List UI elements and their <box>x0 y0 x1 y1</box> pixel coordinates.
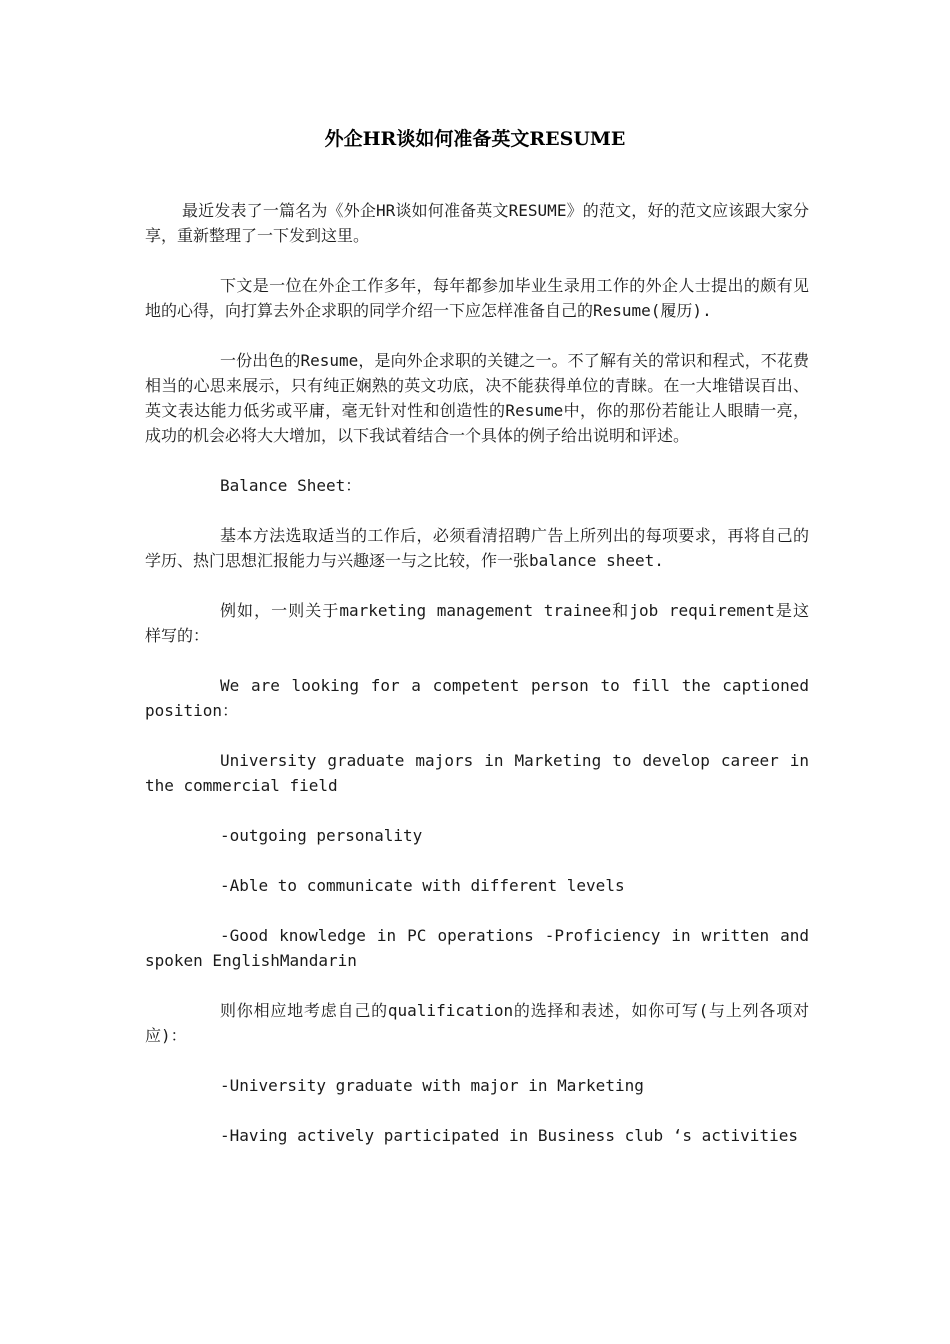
paragraph-balance-sheet-heading: Balance Sheet： <box>220 476 362 495</box>
paragraph-basic-method: 基本方法选取适当的工作后，必须看清招聘广告上所列出的每项要求，再将自己的学历、热门思想汇报能力与兴趣逐一与之比较，作一张balance sheet. <box>145 526 809 570</box>
paragraph-looking-for: We are looking for a competent person to fill the captioned position： <box>145 676 809 720</box>
paragraph-example: 例如，一则关于marketing management trainee和job requirement是这样写的： <box>145 601 809 645</box>
paragraph-intro: 最近发表了一篇名为《外企HR谈如何准备英文RESUME》的范文，好的范文应该跟大家分享，重新整理了一下发到这里。 <box>145 201 809 245</box>
paragraph-qualification-graduate: -University graduate with major in Marketing <box>220 1076 644 1095</box>
paragraph-qualification-club: -Having actively participated in Business club ‘s activities <box>220 1126 798 1145</box>
paragraph-background: 下文是一位在外企工作多年，每年都参加毕业生录用工作的外企人士提出的颇有见地的心得，向打算去外企求职的同学介绍一下应怎样准备自己的Resume(履历). <box>145 276 809 320</box>
document-body <box>145 198 809 1173</box>
paragraph-qualification: 则你相应地考虑自己的qualification的选择和表述，如你可写(与上列各项对应)： <box>145 1001 809 1045</box>
paragraph-requirement-personality: -outgoing personality <box>220 826 423 845</box>
paragraph-requirement-communicate: -Able to communicate with different levels <box>220 876 625 895</box>
document-title: 外企HR谈如何准备英文RESUME <box>324 128 626 150</box>
paragraph-resume-importance: 一份出色的Resume，是向外企求职的关键之一。不了解有关的常识和程式，不花费相当的心思来展示，只有纯正娴熟的英文功底，决不能获得单位的青睐。在一大堆错误百出、英文表达能力低劣或平庸，毫无针对性和创造性的Resume中，你的那份若能让人眼睛一亮，成功的机会必将大大增加，以下我试着结合一个具体的例子给出说明和评述。 <box>145 351 809 445</box>
paragraph-requirement-graduate: University graduate majors in Marketing to develop career in the commercial field <box>145 751 809 795</box>
paragraph-requirement-pc-english: -Good knowledge in PC operations -Proficiency in written and spoken EnglishMandarin <box>145 926 809 970</box>
